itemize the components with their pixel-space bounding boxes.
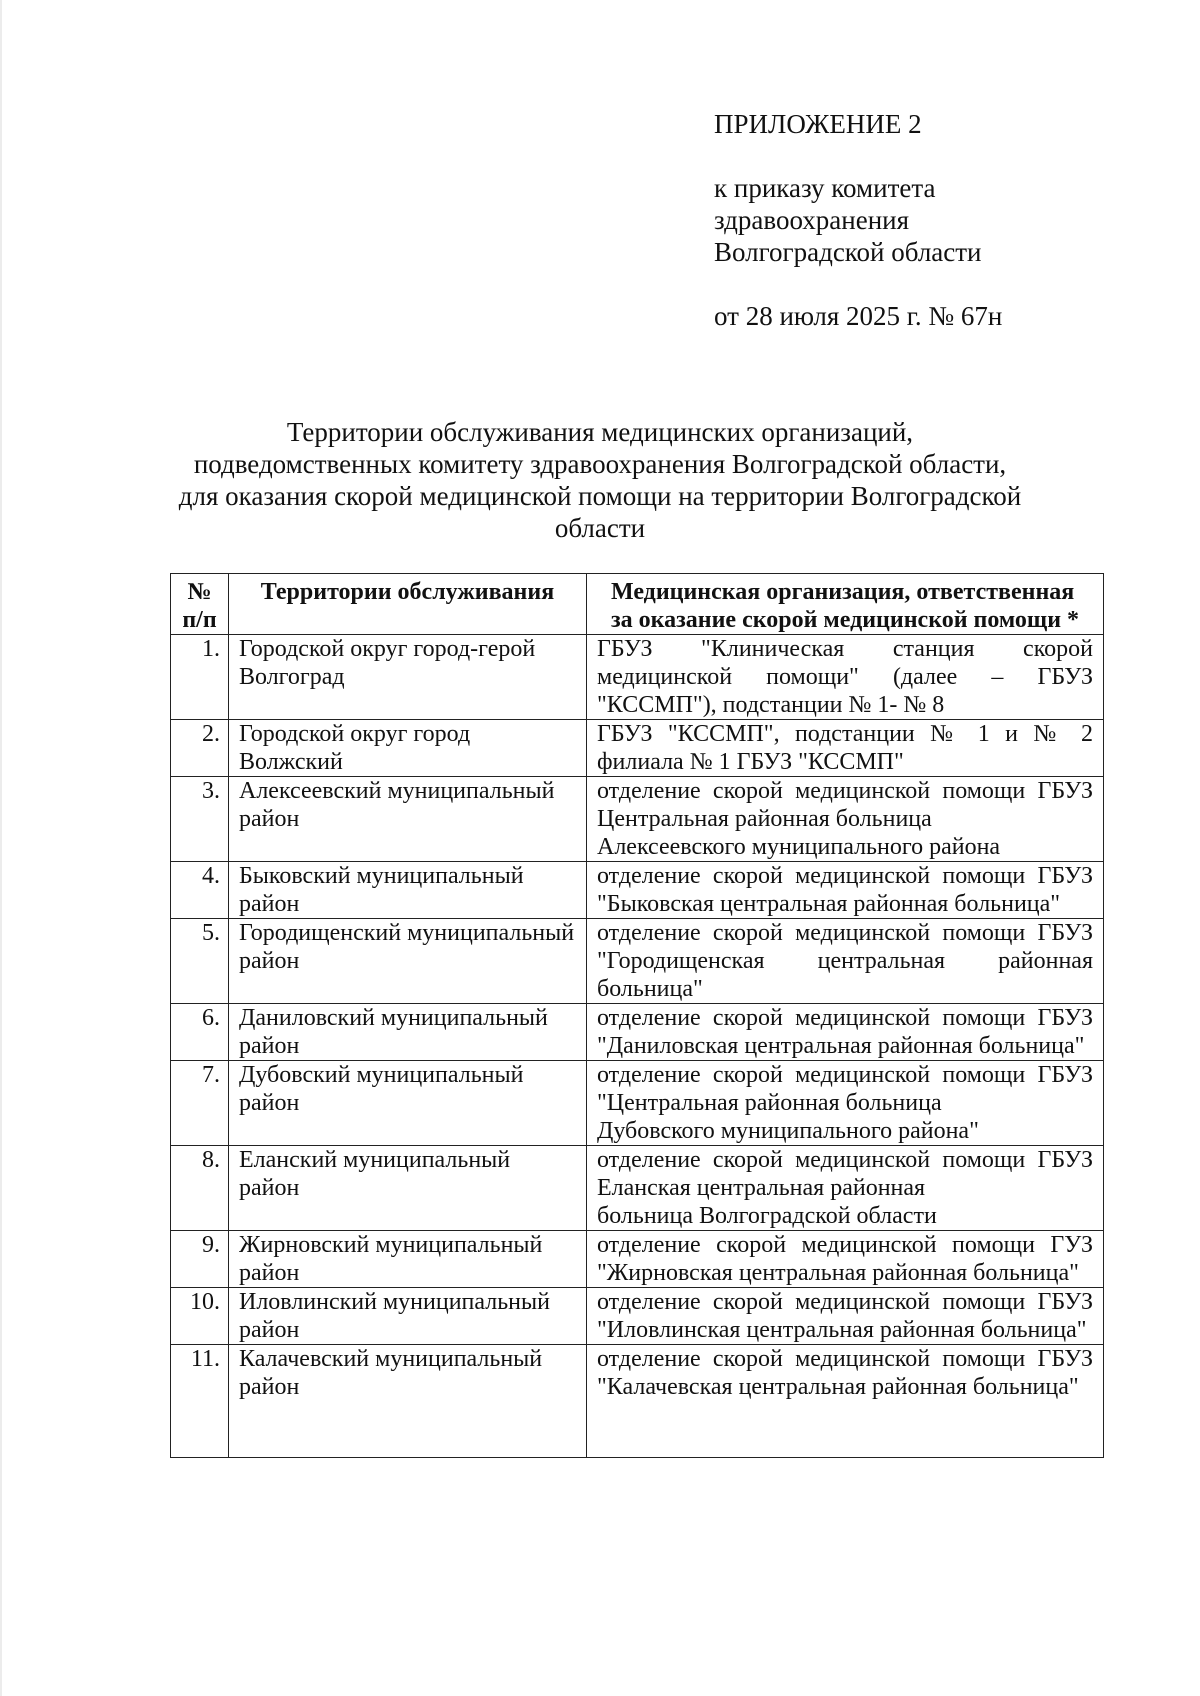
organization-text: Алексеевского муниципального района [597,834,1001,860]
row-number: 6. [171,1004,229,1061]
order-date: от 28 июля 2025 г. № 67н [714,301,1003,331]
organization-text: отделение скорой медицинской помощи ГБУЗ "Быковская центральная районная больница" [597,863,1093,917]
appendix-line: Волгоградской области [714,237,982,267]
organization-text: отделение скорой медицинской помощи ГБУЗ "Городищенская центральная районная больница" [597,920,1093,1002]
header-number [171,574,229,635]
row-number: 2. [171,720,229,777]
table-row [171,720,1104,777]
row-territory: Городищенский муниципальный район [229,919,587,1004]
row-organization [587,862,1104,919]
row-organization [587,1061,1104,1146]
organization-text: отделение скорой медицинской помощи ГБУЗ Центральная районная больница [597,778,1093,832]
header-organization-line2: за оказание скорой медицинской помощи * [611,607,1080,633]
organization-text: Дубовского муниципального района" [597,1118,979,1144]
row-organization [587,1288,1104,1345]
row-number: 11. [171,1345,229,1458]
scan-edge [0,0,2,1696]
row-organization [587,1004,1104,1061]
table-row [171,1288,1104,1345]
header-organization-line1: Медицинская организация, ответственная [611,579,1075,605]
row-organization [587,1146,1104,1231]
document-title-line: для оказания скорой медицинской помощи на территории Волгоградской [178,481,1022,511]
appendix-line: здравоохранения [714,205,910,235]
table-header-row [171,574,1104,635]
organization-text: отделение скорой медицинской помощи ГБУЗ "Иловлинская центральная районная больница" [597,1289,1093,1343]
territories-table [170,573,1104,1458]
row-organization [587,919,1104,1004]
table-row [171,862,1104,919]
row-territory: Калачевский муниципальный район [229,1345,587,1458]
row-number: 10. [171,1288,229,1345]
row-organization [587,635,1104,720]
table-row [171,1146,1104,1231]
organization-text: отделение скорой медицинской помощи ГБУЗ "Даниловская центральная районная больница" [597,1005,1093,1059]
table-row [171,1231,1104,1288]
row-territory: Даниловский муниципальный район [229,1004,587,1061]
row-territory: Дубовский муниципальный район [229,1061,587,1146]
row-organization [587,1345,1104,1458]
organization-text: отделение скорой медицинской помощи ГБУЗ "Центральная районная больница [597,1062,1093,1116]
organization-text: отделение скорой медицинской помощи ГУЗ "Жирновская центральная районная больница" [597,1232,1093,1286]
table-row [171,635,1104,720]
header-territory: Территории обслуживания [229,574,587,635]
row-organization [587,720,1104,777]
row-number: 4. [171,862,229,919]
appendix-line: к приказу комитета [714,173,936,203]
document-title [150,416,1050,544]
row-number: 8. [171,1146,229,1231]
row-territory: Алексеевский муниципальный район [229,777,587,862]
organization-text: ГБУЗ "КССМП", подстанции № 1 и № 2 филиала № 1 ГБУЗ "КССМП" [597,721,1093,775]
row-number: 3. [171,777,229,862]
row-number: 7. [171,1061,229,1146]
document-title-line: подведомственных комитету здравоохранения Волгоградской области, [193,449,1007,479]
row-territory: Иловлинский муниципальный район [229,1288,587,1345]
row-territory: Еланский муниципальный район [229,1146,587,1231]
appendix-title: ПРИЛОЖЕНИЕ 2 [714,109,922,139]
table-row [171,919,1104,1004]
row-territory: Городской округ город-герой Волгоград [229,635,587,720]
organization-text: отделение скорой медицинской помощи ГБУЗ Еланская центральная районная [597,1147,1093,1201]
row-territory: Городской округ город Волжский [229,720,587,777]
appendix-block [714,108,1002,332]
row-number: 1. [171,635,229,720]
row-number: 9. [171,1231,229,1288]
row-number: 5. [171,919,229,1004]
header-organization [587,574,1104,635]
document-title-line: Территории обслуживания медицинских организаций, [286,417,914,447]
table-row [171,1061,1104,1146]
row-territory: Быковский муниципальный район [229,862,587,919]
document-title-line: области [554,513,646,543]
table-row [171,1345,1104,1458]
header-number-line2: п/п [182,607,217,633]
table-row [171,777,1104,862]
organization-text: отделение скорой медицинской помощи ГБУЗ "Калачевская центральная районная больница" [597,1346,1093,1400]
row-organization [587,777,1104,862]
organization-text: больница Волгоградской области [597,1203,937,1229]
organization-text: ГБУЗ "Клиническая станция скорой медицинской помощи" (далее – ГБУЗ "КССМП"), подстанции № 1- № 8 [597,636,1093,718]
row-organization [587,1231,1104,1288]
row-territory: Жирновский муниципальный район [229,1231,587,1288]
header-number-line1: № [187,579,212,605]
table-row [171,1004,1104,1061]
